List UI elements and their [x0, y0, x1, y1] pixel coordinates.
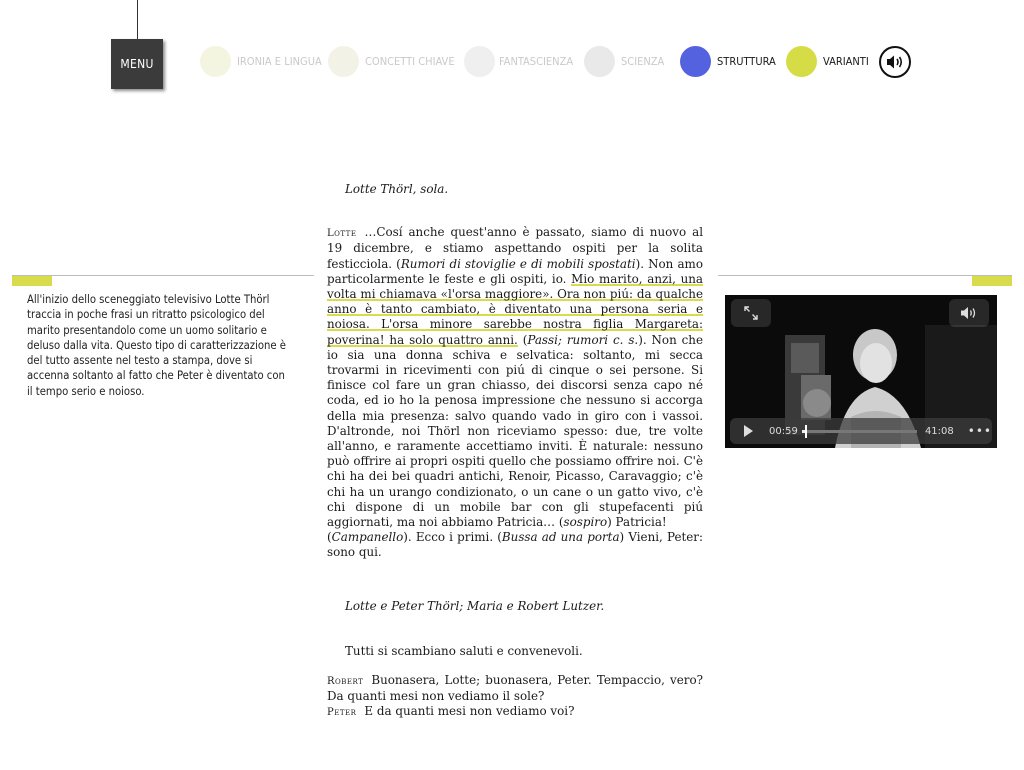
- speech-text: (: [327, 530, 332, 545]
- right-rule: [718, 275, 1012, 276]
- nav-dot: [584, 46, 615, 77]
- speech-text: ) Vieni, Peter: sono qui.: [327, 530, 703, 560]
- video-player[interactable]: [725, 295, 997, 448]
- right-accent-tag: [972, 276, 1012, 286]
- nav-scienza[interactable]: [584, 45, 664, 77]
- speech-direction: Campanello: [331, 530, 404, 545]
- speaker-lotte: Lotte: [327, 228, 357, 240]
- speech-direction: Passi; rumori c. s.: [527, 332, 639, 347]
- speech-direction: sospiro: [563, 515, 608, 530]
- commentary-note: All'inizio dello sceneggiato televisivo Lotte Thörl traccia in poche frasi un ritratto psicologico del marito presentandolo come un uomo solitario e deluso dalla vita. Questo tipo di caratterizzazione è del tutto assente nel testo a stampa, dove si accenna soltanto al fatto che Peter è diventato con il tempo serio e noioso.: [27, 293, 286, 398]
- speech-text: ). Non amo particolarmente le feste e gli ospiti, io.: [327, 256, 703, 286]
- speech-direction: Rumori di stoviglie e di mobili spostati: [400, 256, 636, 271]
- stage-direction-2: Lotte e Peter Thörl; Maria e Robert Lutzer.: [345, 598, 605, 613]
- nav-label: FANTASCIENZA: [499, 54, 574, 68]
- speech-text: ) Patricia!: [607, 515, 667, 530]
- speech-text: …Cosí anche quest'anno è passato, siamo di nuovo al 19 dicembre, e stiamo aspettando ospiti per la solita festicciola. (: [327, 225, 703, 271]
- speech-text: E da quanti mesi non vediamo voi?: [364, 704, 575, 719]
- left-accent-tag: [12, 276, 52, 286]
- play-icon[interactable]: [744, 425, 753, 437]
- menu-string: [137, 0, 138, 40]
- nav-struttura[interactable]: [680, 45, 776, 77]
- highlighted-passage[interactable]: Mio marito, anzi, una volta mi chiamava «l'orsa maggiore». Ora non piú: da qualche anno è tanto cambiato, è diventato una persona seria e noiosa. L'orsa minore sarebbe nostra figlia Margareta: poverina! ha solo quattro anni.: [327, 271, 703, 347]
- script-text: [327, 182, 703, 721]
- nav-label: SCIENZA: [621, 54, 665, 68]
- speech-robert: [327, 673, 703, 704]
- nav-dot: [680, 46, 711, 77]
- current-time: 00:59: [769, 425, 798, 437]
- nav-fantascienza[interactable]: [464, 45, 573, 77]
- nav-ironia-e-lingua[interactable]: [200, 45, 322, 77]
- video-controls: [730, 418, 992, 444]
- nav-label: IRONIA E LINGUA: [237, 54, 322, 68]
- more-options-icon[interactable]: •••: [967, 424, 992, 438]
- progress-handle[interactable]: [805, 425, 807, 438]
- speech-peter: [327, 704, 703, 720]
- speech-text: Buonasera, Lotte; buonasera, Peter. Tempaccio, vero? Da quanti mesi non vediamo il sole?: [327, 673, 703, 704]
- nav-concetti-chiave[interactable]: [328, 45, 455, 77]
- speech-lotte: [327, 225, 703, 530]
- volume-icon: [960, 306, 978, 320]
- speech-text: ). Ecco i primi. (: [403, 530, 502, 545]
- nav-dot: [200, 46, 231, 77]
- left-rule: [12, 275, 314, 276]
- fullscreen-button[interactable]: [731, 299, 771, 327]
- nav-varianti[interactable]: [786, 45, 869, 77]
- progress-track[interactable]: [802, 430, 917, 433]
- nav-label: CONCETTI CHIAVE: [365, 54, 455, 68]
- nav-dot: [328, 46, 359, 77]
- menu-button[interactable]: MENU: [111, 39, 163, 89]
- speech-text: (: [517, 332, 528, 347]
- nav-dot: [786, 46, 817, 77]
- stage-note: Tutti si scambiano saluti e convenevoli.: [345, 643, 583, 658]
- stage-direction-1: Lotte Thörl, sola.: [345, 182, 449, 196]
- sound-button[interactable]: [879, 46, 911, 78]
- speaker-robert: Robert: [327, 676, 364, 688]
- total-time: 41:08: [924, 425, 954, 437]
- speech-direction: Bussa ad una porta: [501, 530, 620, 545]
- speech-lotte-continued: [327, 530, 703, 560]
- speaker-icon: [886, 54, 904, 70]
- speech-text: ). Non che io sia una donna schiva e selvatica: soltanto, mi secca trovarmi in ricevimenti con piú di cinque o sei persone. Si finisce col fare un gran chiasso, dei discorsi senza capo né coda, ed io ho la penosa impressione che nessuno si accorga della mia presenza: salvo quando vado in giro con i vassoi. D'altronde, noi Thörl non riceviamo spesso: due, tre volte all'anno, e raramente accettiamo inviti. È naturale: nessuno può offrire ai propri ospiti quello che possiamo offrire noi. C'è chi ha dei bei quadri antichi, Renoir, Picasso, Caravaggio; c'è chi ha un urango condizionato, o un cane o un gatto vivo, c'è chi dispone di un mobile bar con gli stupefacenti piú aggiornati, ma noi abbiamo Patricia… (: [327, 332, 704, 530]
- expand-icon: [744, 306, 758, 320]
- nav-label: VARIANTI: [823, 54, 869, 68]
- speaker-peter: Peter: [327, 707, 357, 719]
- video-volume-button[interactable]: [949, 299, 989, 327]
- nav-label: STRUTTURA: [717, 54, 776, 68]
- nav-dot: [464, 46, 495, 77]
